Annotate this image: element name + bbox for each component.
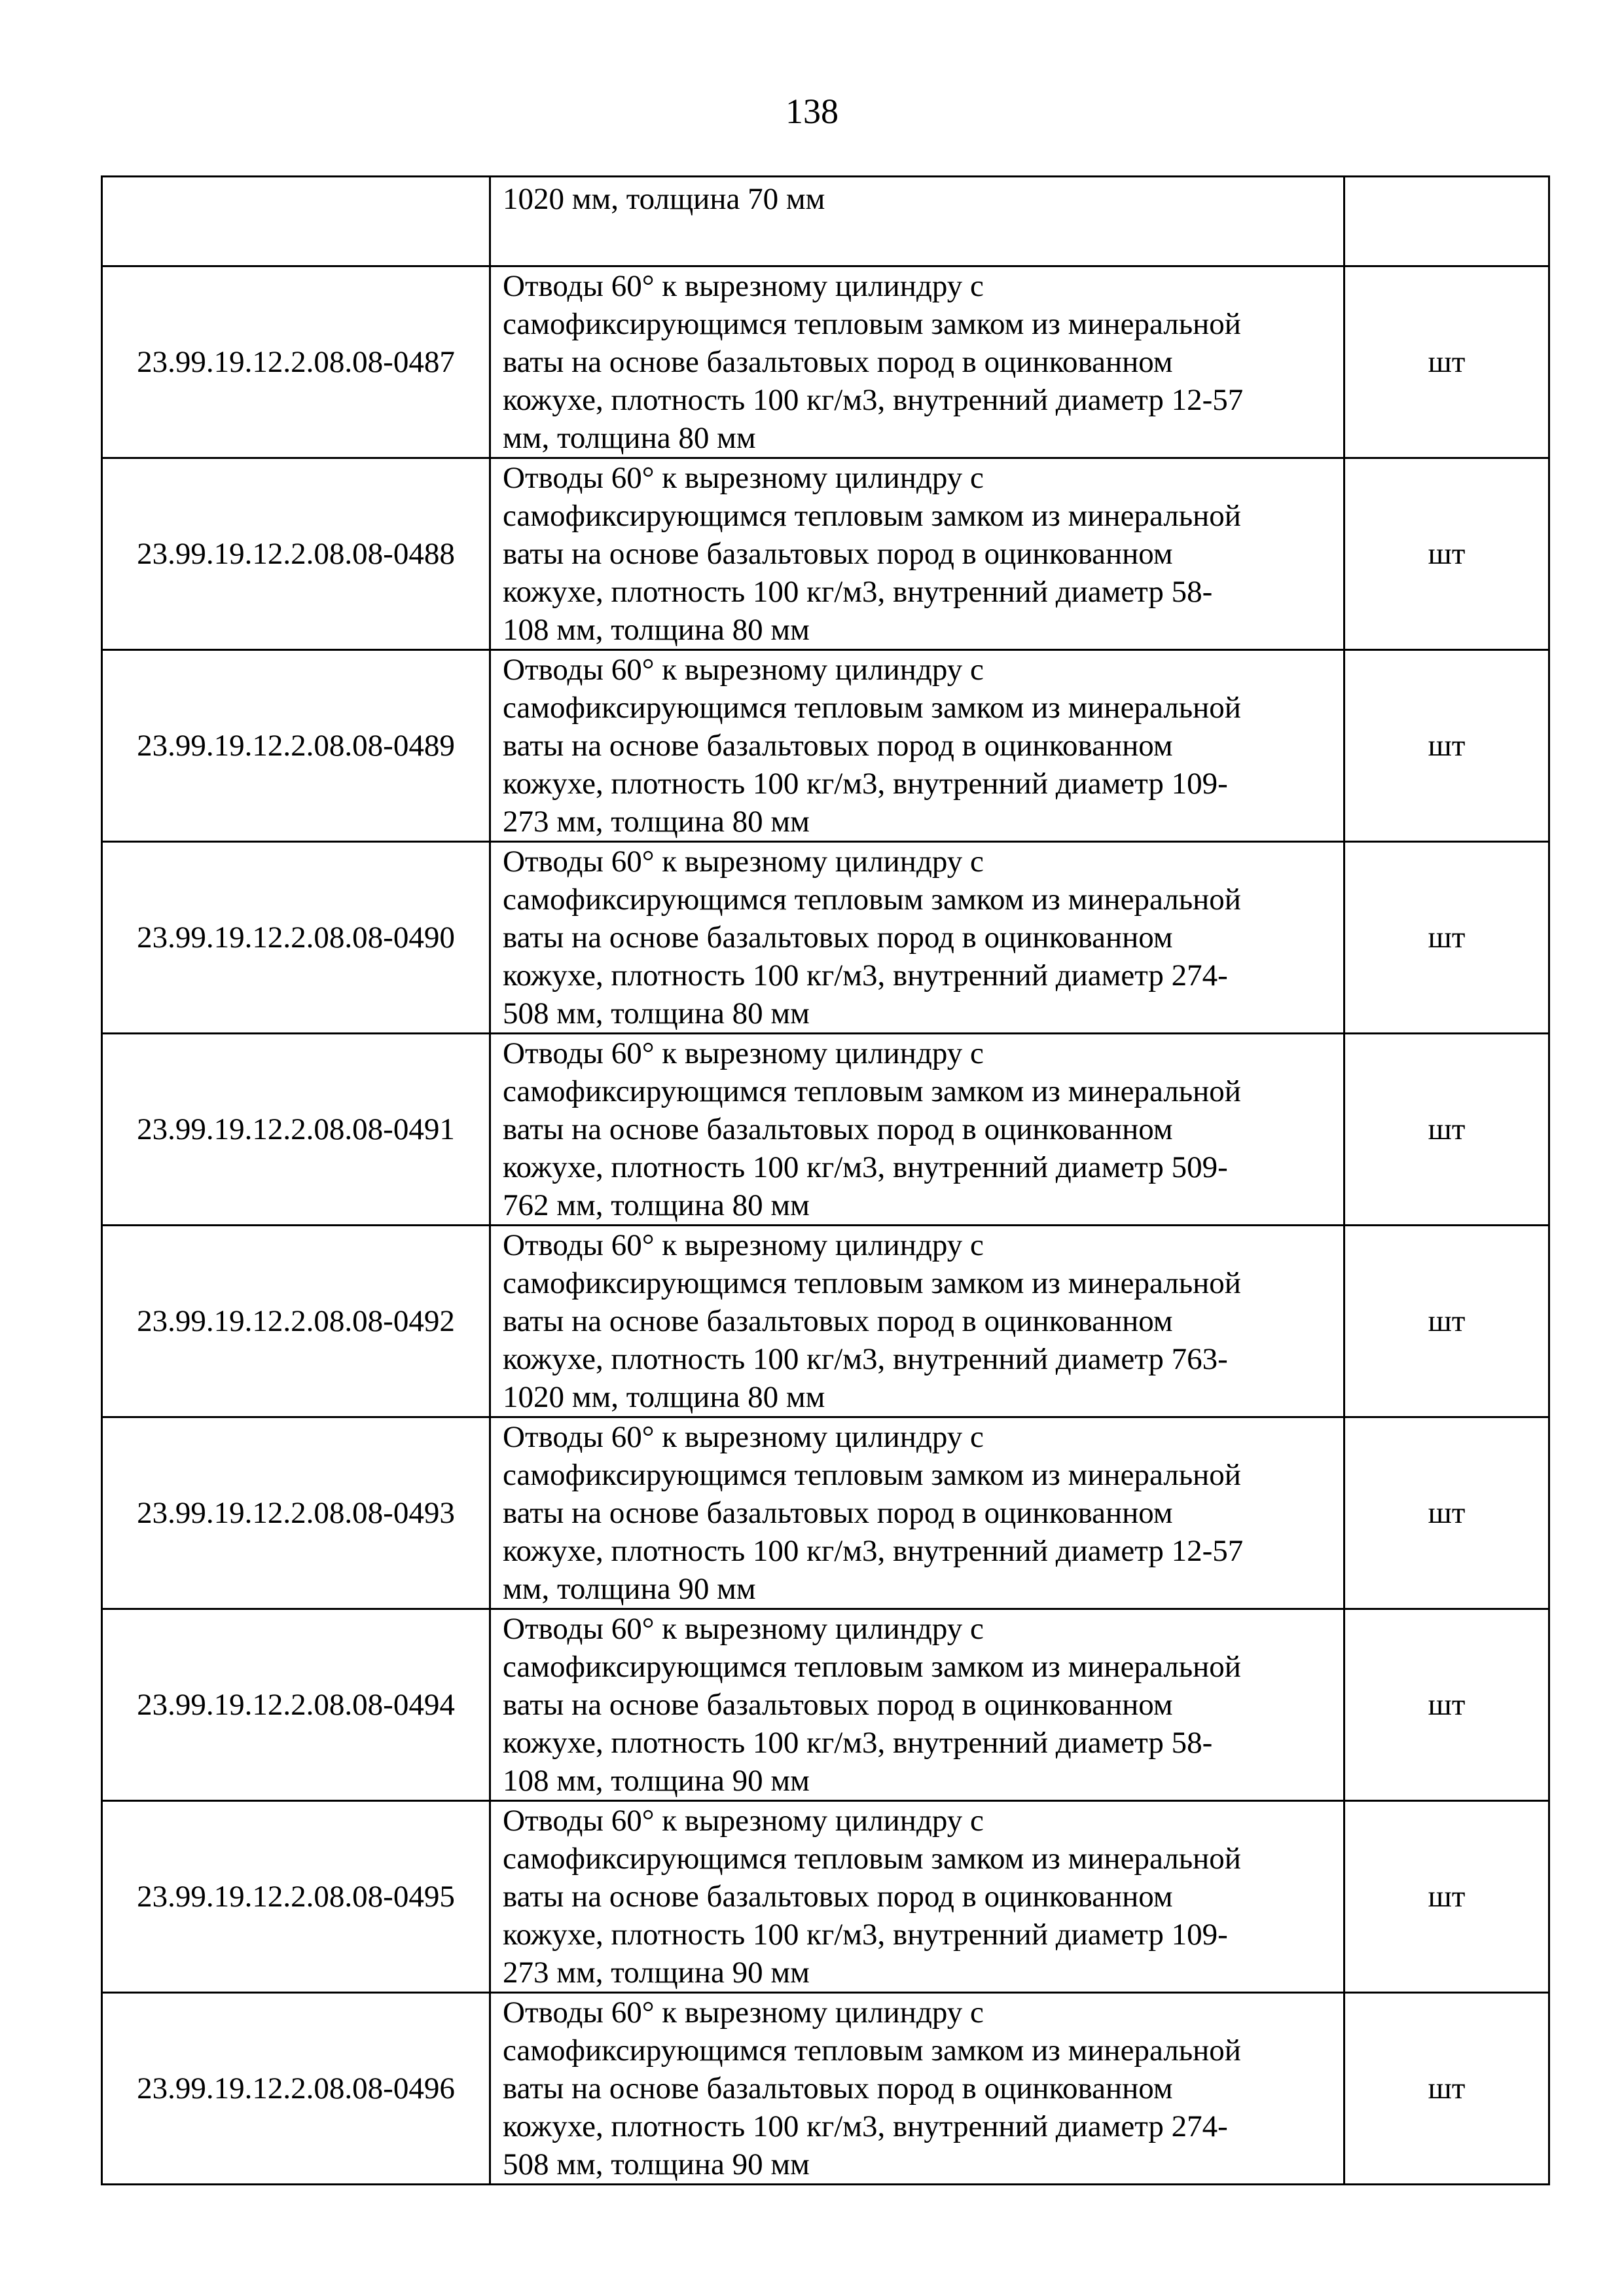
- unit-cell: шт: [1344, 1034, 1549, 1226]
- description-line: самофиксирующимся тепловым замком из минеральной: [503, 691, 1241, 725]
- description-cell: [490, 1417, 1344, 1609]
- unit-cell: шт: [1344, 458, 1549, 650]
- unit-cell: шт: [1344, 1226, 1549, 1417]
- table-row: [102, 1226, 1549, 1417]
- table-row: [102, 1801, 1549, 1993]
- description-line: самофиксирующимся тепловым замком из минеральной: [503, 2033, 1241, 2068]
- description-line: Отводы 60° к вырезному цилиндру с: [503, 1036, 984, 1070]
- unit-cell: шт: [1344, 1417, 1549, 1609]
- code-cell: 23.99.19.12.2.08.08-0488: [102, 458, 490, 650]
- description-line: самофиксирующимся тепловым замком из минеральной: [503, 1650, 1241, 1684]
- description-line: самофиксирующимся тепловым замком из минеральной: [503, 1074, 1241, 1108]
- description-cell: [490, 1034, 1344, 1226]
- code-cell: 23.99.19.12.2.08.08-0489: [102, 650, 490, 842]
- description-line: ваты на основе базальтовых пород в оцинкованном: [503, 920, 1173, 955]
- description-cell: [490, 458, 1344, 650]
- table-row: [102, 1609, 1549, 1801]
- description-line: 108 мм, толщина 80 мм: [503, 613, 810, 647]
- description-line: Отводы 60° к вырезному цилиндру с: [503, 1420, 984, 1454]
- code-cell: 23.99.19.12.2.08.08-0487: [102, 266, 490, 458]
- description-line: ваты на основе базальтовых пород в оцинкованном: [503, 1304, 1173, 1338]
- code-cell: 23.99.19.12.2.08.08-0491: [102, 1034, 490, 1226]
- description-cell: [490, 842, 1344, 1034]
- description-line: кожухе, плотность 100 кг/м3, внутренний диаметр 763-: [503, 1342, 1228, 1376]
- description-line: самофиксирующимся тепловым замком из минеральной: [503, 1266, 1241, 1300]
- description-line: ваты на основе базальтовых пород в оцинкованном: [503, 2071, 1173, 2105]
- table-row: [102, 842, 1549, 1034]
- unit-cell: [1344, 177, 1549, 266]
- description-line: самофиксирующимся тепловым замком из минеральной: [503, 1842, 1241, 1876]
- description-line: 273 мм, толщина 80 мм: [503, 805, 810, 839]
- description-cell: [490, 1609, 1344, 1801]
- description-line: кожухе, плотность 100 кг/м3, внутренний диаметр 109-: [503, 767, 1228, 801]
- description-cell: [490, 1226, 1344, 1417]
- description-line: самофиксирующимся тепловым замком из минеральной: [503, 883, 1241, 917]
- description-line: кожухе, плотность 100 кг/м3, внутренний диаметр 274-: [503, 2109, 1228, 2143]
- description-line: Отводы 60° к вырезному цилиндру с: [503, 1612, 984, 1646]
- code-cell: 23.99.19.12.2.08.08-0494: [102, 1609, 490, 1801]
- code-cell: 23.99.19.12.2.08.08-0495: [102, 1801, 490, 1993]
- description-line: ваты на основе базальтовых пород в оцинкованном: [503, 1112, 1173, 1146]
- table-row: [102, 458, 1549, 650]
- table-row: [102, 650, 1549, 842]
- description-line: Отводы 60° к вырезному цилиндру с: [503, 1804, 984, 1838]
- description-line: мм, толщина 80 мм: [503, 421, 756, 455]
- description-line: Отводы 60° к вырезному цилиндру с: [503, 845, 984, 879]
- description-cell: [490, 1801, 1344, 1993]
- description-line: кожухе, плотность 100 кг/м3, внутренний диаметр 109-: [503, 1918, 1228, 1952]
- description-line: 762 мм, толщина 80 мм: [503, 1188, 810, 1222]
- code-cell: 23.99.19.12.2.08.08-0496: [102, 1993, 490, 2185]
- catalog-table: [101, 175, 1550, 2185]
- description-line: самофиксирующимся тепловым замком из минеральной: [503, 307, 1241, 341]
- description-line: Отводы 60° к вырезному цилиндру с: [503, 269, 984, 303]
- code-cell: 23.99.19.12.2.08.08-0490: [102, 842, 490, 1034]
- description-line: кожухе, плотность 100 кг/м3, внутренний диаметр 58-: [503, 1726, 1213, 1760]
- code-cell: [102, 177, 490, 266]
- description-line: 108 мм, толщина 90 мм: [503, 1764, 810, 1798]
- description-line: ваты на основе базальтовых пород в оцинкованном: [503, 1496, 1173, 1530]
- table-row-continuation: [102, 177, 1549, 266]
- description-line: кожухе, плотность 100 кг/м3, внутренний диаметр 509-: [503, 1150, 1228, 1184]
- unit-cell: шт: [1344, 1609, 1549, 1801]
- description-line: 508 мм, толщина 80 мм: [503, 996, 810, 1030]
- unit-cell: шт: [1344, 266, 1549, 458]
- description-line: 508 мм, толщина 90 мм: [503, 2147, 810, 2181]
- description-cell: [490, 650, 1344, 842]
- table-row: [102, 1034, 1549, 1226]
- description-line: ваты на основе базальтовых пород в оцинкованном: [503, 537, 1173, 571]
- code-cell: 23.99.19.12.2.08.08-0493: [102, 1417, 490, 1609]
- description-line: кожухе, плотность 100 кг/м3, внутренний диаметр 274-: [503, 958, 1228, 993]
- code-cell: 23.99.19.12.2.08.08-0492: [102, 1226, 490, 1417]
- description-line: Отводы 60° к вырезному цилиндру с: [503, 461, 984, 495]
- page-number: 138: [785, 92, 839, 131]
- description-line: ваты на основе базальтовых пород в оцинкованном: [503, 1880, 1173, 1914]
- table-row: [102, 1993, 1549, 2185]
- unit-cell: шт: [1344, 1801, 1549, 1993]
- description-line: кожухе, плотность 100 кг/м3, внутренний диаметр 12-57: [503, 383, 1244, 417]
- table-row: [102, 266, 1549, 458]
- description-cell: [490, 1993, 1344, 2185]
- description-line: ваты на основе базальтовых пород в оцинкованном: [503, 729, 1173, 763]
- description-line: кожухе, плотность 100 кг/м3, внутренний диаметр 12-57: [503, 1534, 1244, 1568]
- description-line: самофиксирующимся тепловым замком из минеральной: [503, 1458, 1241, 1492]
- catalog-table-body: [102, 177, 1549, 2185]
- description-line: 1020 мм, толщина 80 мм: [503, 1380, 825, 1414]
- description-line: 273 мм, толщина 90 мм: [503, 1956, 810, 1990]
- description-line: Отводы 60° к вырезному цилиндру с: [503, 653, 984, 687]
- unit-cell: шт: [1344, 1993, 1549, 2185]
- description-cell: [490, 266, 1344, 458]
- description-line: ваты на основе базальтовых пород в оцинкованном: [503, 1688, 1173, 1722]
- table-row: [102, 1417, 1549, 1609]
- description-cell: 1020 мм, толщина 70 мм: [490, 177, 1344, 266]
- description-line: кожухе, плотность 100 кг/м3, внутренний диаметр 58-: [503, 575, 1213, 609]
- unit-cell: шт: [1344, 842, 1549, 1034]
- description-line: Отводы 60° к вырезному цилиндру с: [503, 1228, 984, 1262]
- description-line: самофиксирующимся тепловым замком из минеральной: [503, 499, 1241, 533]
- description-line: мм, толщина 90 мм: [503, 1572, 756, 1606]
- description-line: Отводы 60° к вырезному цилиндру с: [503, 1995, 984, 2030]
- description-line: ваты на основе базальтовых пород в оцинкованном: [503, 345, 1173, 379]
- unit-cell: шт: [1344, 650, 1549, 842]
